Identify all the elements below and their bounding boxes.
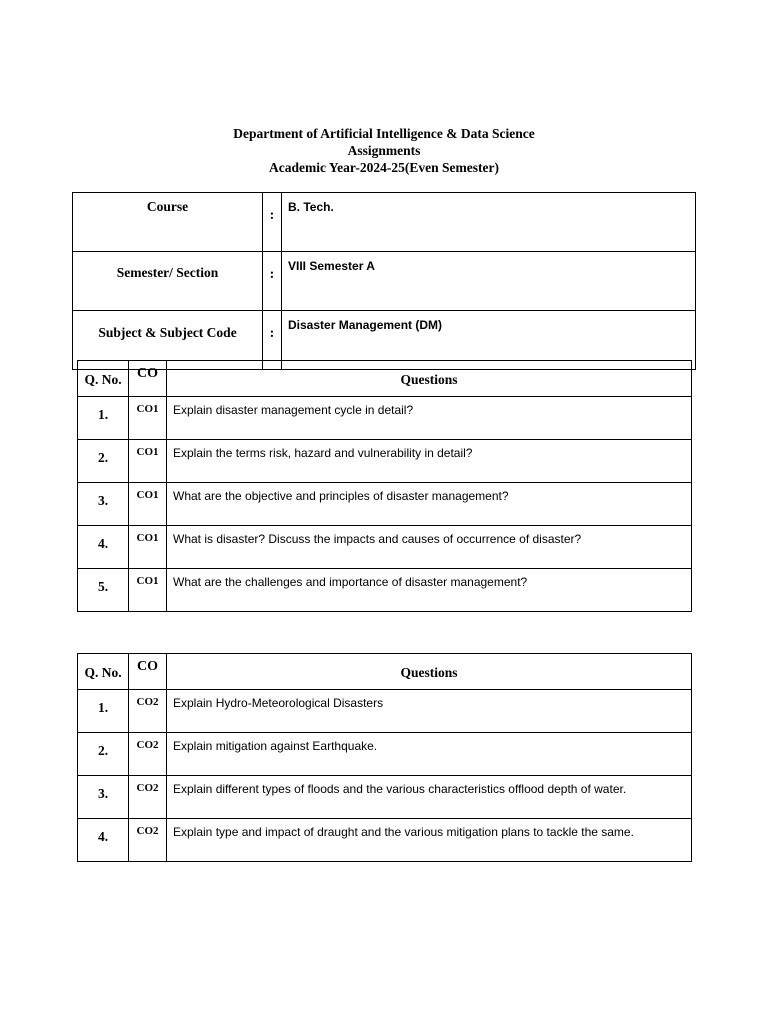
question-number: 1. (78, 690, 129, 733)
course-info-table (72, 192, 696, 370)
document-title: Assignments (347, 143, 421, 158)
question-text: Explain different types of floods and the various characteristics offlood depth of water. (167, 776, 692, 819)
question-number: 2. (78, 440, 129, 483)
question-number: 4. (78, 526, 129, 569)
info-label: Course (73, 193, 263, 252)
question-number: 3. (78, 776, 129, 819)
question-number: 3. (78, 483, 129, 526)
table-header-row (78, 361, 692, 397)
course-outcome: CO1 (129, 483, 167, 526)
question-text: Explain disaster management cycle in detail? (167, 397, 692, 440)
course-outcome: CO1 (129, 440, 167, 483)
header-qno: Q. No. (78, 654, 129, 690)
header-questions: Questions (167, 361, 692, 397)
header-co: CO (129, 361, 167, 397)
question-text: What are the challenges and importance of disaster management? (167, 569, 692, 612)
question-text: Explain type and impact of draught and the various mitigation plans to tackle the same. (167, 819, 692, 862)
table-header-row (78, 654, 692, 690)
academic-year: Academic Year-2024-25(Even Semester) (269, 160, 499, 175)
header-questions: Questions (167, 654, 692, 690)
course-outcome: CO2 (129, 690, 167, 733)
info-colon: : (263, 311, 282, 370)
info-label: Subject & Subject Code (73, 311, 263, 370)
table-row (78, 776, 692, 819)
question-text: Explain mitigation against Earthquake. (167, 733, 692, 776)
question-text: Explain the terms risk, hazard and vulnerability in detail? (167, 440, 692, 483)
header-qno: Q. No. (78, 361, 129, 397)
question-text: What are the objective and principles of disaster management? (167, 483, 692, 526)
course-outcome: CO1 (129, 526, 167, 569)
info-colon: : (263, 193, 282, 252)
question-number: 5. (78, 569, 129, 612)
table-row (78, 569, 692, 612)
questions-table-co2 (77, 653, 692, 862)
info-colon: : (263, 252, 282, 311)
course-outcome: CO2 (129, 733, 167, 776)
table-row (78, 733, 692, 776)
table-row (78, 397, 692, 440)
info-label: Semester/ Section (73, 252, 263, 311)
info-value: VIII Semester A (282, 252, 696, 311)
info-row-semester (73, 252, 696, 311)
course-outcome: CO1 (129, 397, 167, 440)
question-number: 1. (78, 397, 129, 440)
table-row (78, 440, 692, 483)
info-value: B. Tech. (282, 193, 696, 252)
table-row (78, 483, 692, 526)
course-outcome: CO2 (129, 776, 167, 819)
info-value: Disaster Management (DM) (282, 311, 696, 370)
course-outcome: CO1 (129, 569, 167, 612)
question-text: Explain Hydro-Meteorological Disasters (167, 690, 692, 733)
questions-table-co1 (77, 360, 692, 612)
question-text: What is disaster? Discuss the impacts and causes of occurrence of disaster? (167, 526, 692, 569)
table-row (78, 526, 692, 569)
table-row (78, 819, 692, 862)
question-number: 2. (78, 733, 129, 776)
department-title: Department of Artificial Intelligence & Data Science (233, 126, 535, 141)
course-outcome: CO2 (129, 819, 167, 862)
document-header (0, 125, 768, 176)
question-number: 4. (78, 819, 129, 862)
table-row (78, 690, 692, 733)
header-co: CO (129, 654, 167, 690)
info-row-course (73, 193, 696, 252)
